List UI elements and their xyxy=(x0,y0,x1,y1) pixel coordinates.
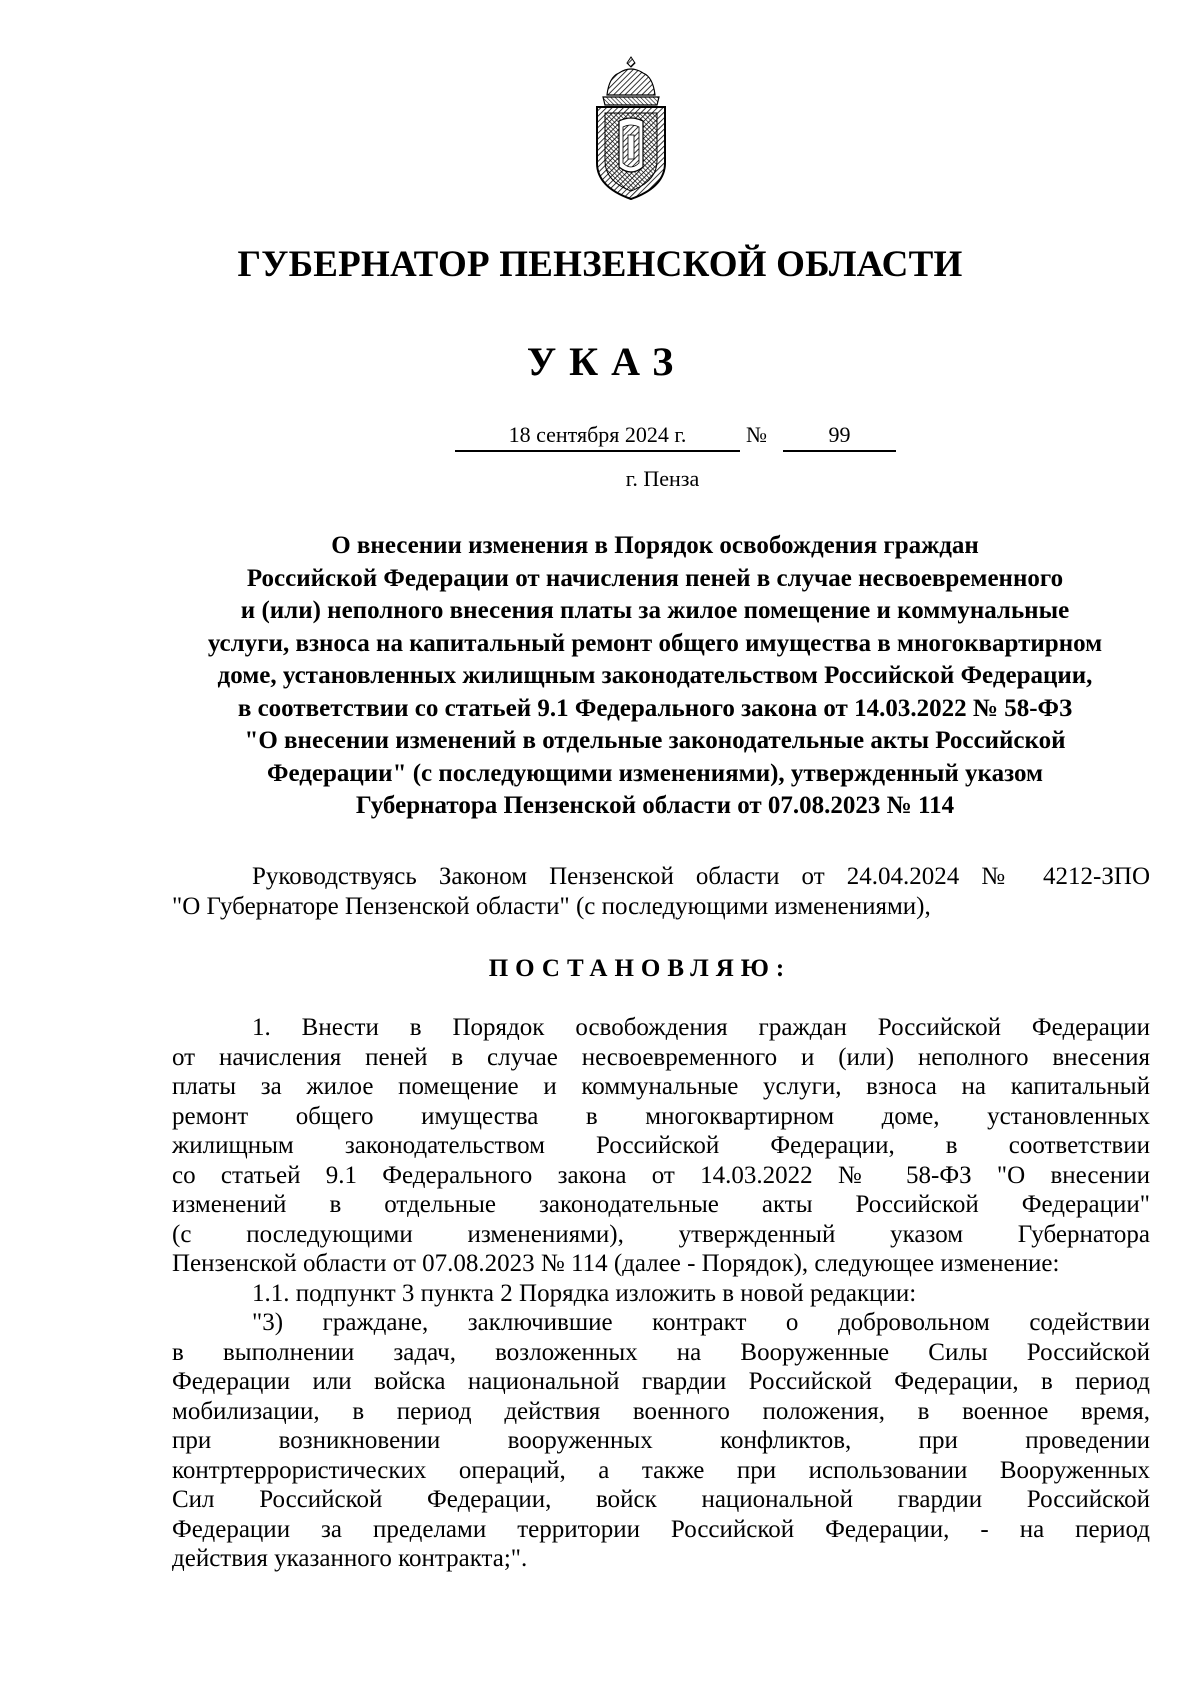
preamble-paragraph xyxy=(172,862,1150,921)
heading-line: услуги, взноса на капитальный ремонт общего имущества в многоквартирном xyxy=(207,629,1103,657)
document-type-title: УКАЗ xyxy=(526,339,687,384)
quoted-text-line: Сил Российской Федерации, войск национальной гвардии Российской xyxy=(172,1486,1150,1513)
clause-line: 1. Внести в Порядок освобождения граждан Российской Федерации xyxy=(252,1014,1150,1041)
heading-line: Губернатора Пензенской области от 07.08.2023 № 114 xyxy=(355,792,955,819)
preamble-line: "О Губернаторе Пензенской области" (с последующими изменениями), xyxy=(172,892,931,920)
heading-line: доме, установленных жилищным законодательством Российской Федерации, xyxy=(217,662,1093,689)
clause-paragraph xyxy=(172,1013,1150,1574)
clause-line: изменений в отдельные законодательные акты Российской Федерации" xyxy=(172,1191,1150,1218)
date-number-line xyxy=(0,420,1200,454)
clause-line: от начисления пеней в случае несвоевременного и (или) неполного внесения xyxy=(172,1043,1150,1071)
preamble-line: Руководствуясь Законом Пензенской области от 24.04.2024 № 4212-ЗПО xyxy=(252,863,1150,890)
heading-line: Российской Федерации от начисления пеней в случае несвоевременного xyxy=(246,564,1064,592)
clause-line: (с последующими изменениями), утвержденный указом Губернатора xyxy=(172,1220,1150,1248)
resolution-heading: ПОСТАНОВЛЯЮ: xyxy=(488,955,792,982)
heading-line: Федерации" (с последующими изменениями), утвержденный указом xyxy=(266,759,1044,787)
document-heading xyxy=(160,530,1150,823)
subclause-line: 1.1. подпункт 3 пункта 2 Порядка изложить в новой редакции: xyxy=(252,1279,917,1307)
clause-line: платы за жилое помещение и коммунальные услуги, взноса на капитальный xyxy=(172,1073,1150,1100)
quoted-text-line: в выполнении задач, возложенных на Вооруженные Силы Российской xyxy=(172,1338,1150,1366)
quoted-text-line: Федерации или войска национальной гвардии Российской Федерации, в период xyxy=(172,1368,1150,1395)
heading-line: О внесении изменения в Порядок освобождения граждан xyxy=(331,532,979,559)
quoted-text-line: действия указанного контракта;". xyxy=(172,1545,528,1572)
document-date: 18 сентября 2024 г. xyxy=(455,420,740,452)
place-of-issue: г. Пенза xyxy=(625,466,700,491)
heading-line: "О внесении изменений в отдельные законодательные акты Российской xyxy=(244,727,1066,754)
quoted-text-line: контртеррористических операций, а также при использовании Вооруженных xyxy=(172,1456,1150,1484)
number-sign: № xyxy=(746,422,767,447)
document-number: 99 xyxy=(783,420,896,452)
clause-line: жилищным законодательством Российской Федерации, в соответствии xyxy=(172,1132,1150,1159)
coat-of-arms-emblem xyxy=(585,55,677,203)
clause-line: ремонт общего имущества в многоквартирном доме, установленных xyxy=(172,1102,1150,1130)
quoted-text-line: при возникновении вооруженных конфликтов, при проведении xyxy=(172,1427,1150,1454)
clause-line: Пензенской области от 07.08.2023 № 114 (далее - Порядок), следующее изменение: xyxy=(172,1250,1060,1277)
quoted-text-line: мобилизации, в период действия военного положения, в военное время, xyxy=(172,1397,1150,1425)
issuing-authority-title: ГУБЕРНАТОР ПЕНЗЕНСКОЙ ОБЛАСТИ xyxy=(237,244,963,285)
heading-line: и (или) неполного внесения платы за жилое помещение и коммунальные xyxy=(240,597,1070,624)
quoted-text-line: "3) граждане, заключившие контракт о добровольном содействии xyxy=(252,1309,1150,1336)
heading-line: в соответствии со статьей 9.1 Федерального закона от 14.03.2022 № 58-ФЗ xyxy=(237,694,1073,722)
clause-line: со статьей 9.1 Федерального закона от 14.03.2022 № 58-ФЗ "О внесении xyxy=(172,1161,1150,1189)
quoted-text-line: Федерации за пределами территории Российской Федерации, - на период xyxy=(172,1515,1150,1543)
